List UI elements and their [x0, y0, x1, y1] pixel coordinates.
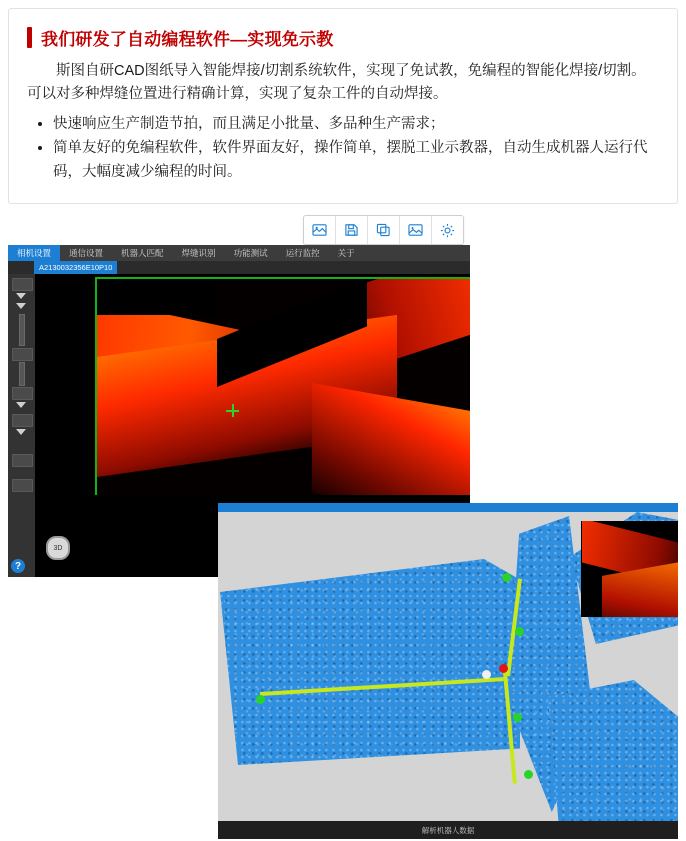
article-card: [8, 8, 678, 204]
waypoint-node[interactable]: [515, 627, 524, 636]
vertical-slider-2[interactable]: [19, 362, 25, 386]
app-menubar[interactable]: [8, 245, 470, 261]
waypoint-node[interactable]: [524, 770, 533, 779]
tool-button-2[interactable]: [12, 348, 33, 361]
list-item: • 简单友好的免编程软件，软件界面友好，操作简单，摆脱工业示教器，自动生成机器人运行代码，大幅度减少编程的时间。: [53, 137, 659, 184]
waypoint-node[interactable]: [482, 670, 491, 679]
target-crosshair-icon: [226, 404, 239, 417]
laser-scan-image: [97, 279, 470, 495]
vertical-slider-1[interactable]: [19, 314, 25, 346]
tab-about[interactable]: 关于: [337, 248, 355, 258]
page-title: 我们研发了自动编程软件—实现免示教: [41, 30, 334, 49]
waypoint-node[interactable]: [513, 713, 522, 722]
gear-icon[interactable]: [432, 216, 463, 244]
pointcloud-canvas[interactable]: [218, 512, 678, 821]
tab-robot-matching[interactable]: 机器人匹配: [121, 248, 164, 258]
tab-camera-settings[interactable]: 相机设置: [8, 245, 60, 261]
pointcloud-window: [218, 503, 678, 839]
tab-function-test[interactable]: 功能测试: [233, 248, 268, 258]
tab-runtime-monitoring[interactable]: 运行监控: [285, 248, 320, 258]
laser-preview-inset: [581, 521, 678, 617]
chevron-down-icon[interactable]: [16, 303, 26, 309]
picture-icon[interactable]: [400, 216, 432, 244]
image-action-toolbar[interactable]: [303, 215, 464, 245]
pointcloud-statusbar: 解析机器人数据: [218, 821, 678, 839]
tool-button-1[interactable]: [12, 278, 33, 291]
heading-accent-bar: [27, 27, 32, 48]
pointcloud-plate-bottom-right: [548, 680, 678, 821]
chevron-down-icon[interactable]: [16, 402, 26, 408]
article-bullet-list: [27, 113, 659, 184]
article-heading: [27, 25, 659, 50]
chevron-down-icon[interactable]: [16, 429, 26, 435]
waypoint-node[interactable]: [502, 573, 511, 582]
chevron-down-icon[interactable]: [16, 293, 26, 299]
copy-icon[interactable]: [368, 216, 400, 244]
pointcloud-titlebar: [218, 503, 678, 512]
waypoint-node[interactable]: [256, 695, 265, 704]
tab-communication-settings[interactable]: 通信设置: [69, 248, 104, 258]
save-icon[interactable]: [336, 216, 368, 244]
pointcloud-plate-left: [220, 559, 520, 765]
tool-button-6[interactable]: [12, 479, 33, 492]
tool-button-4[interactable]: [12, 414, 33, 427]
waypoint-node-selected[interactable]: [499, 664, 508, 673]
tool-button-3[interactable]: [12, 387, 33, 400]
3d-camera-icon: 3D: [46, 536, 70, 560]
tab-weld-seam-recognition[interactable]: 焊缝识别: [181, 248, 216, 258]
list-item: • 快速响应生产制造节拍，而且满足小批量、多品种生产需求；: [53, 113, 659, 136]
help-button[interactable]: ?: [11, 559, 25, 573]
tool-button-5[interactable]: [12, 454, 33, 467]
article-paragraph: 斯图自研CAD图纸导入智能焊接/切割系统软件，实现了免试教，免编程的智能化焊接/切割。可以对多种焊缝位置进行精确计算，实现了复杂工件的自动焊接。: [27, 63, 646, 103]
device-serial-tab[interactable]: A2130032356E10P10: [34, 261, 117, 274]
image-export-icon[interactable]: [304, 216, 336, 244]
left-tool-panel[interactable]: [8, 274, 36, 577]
